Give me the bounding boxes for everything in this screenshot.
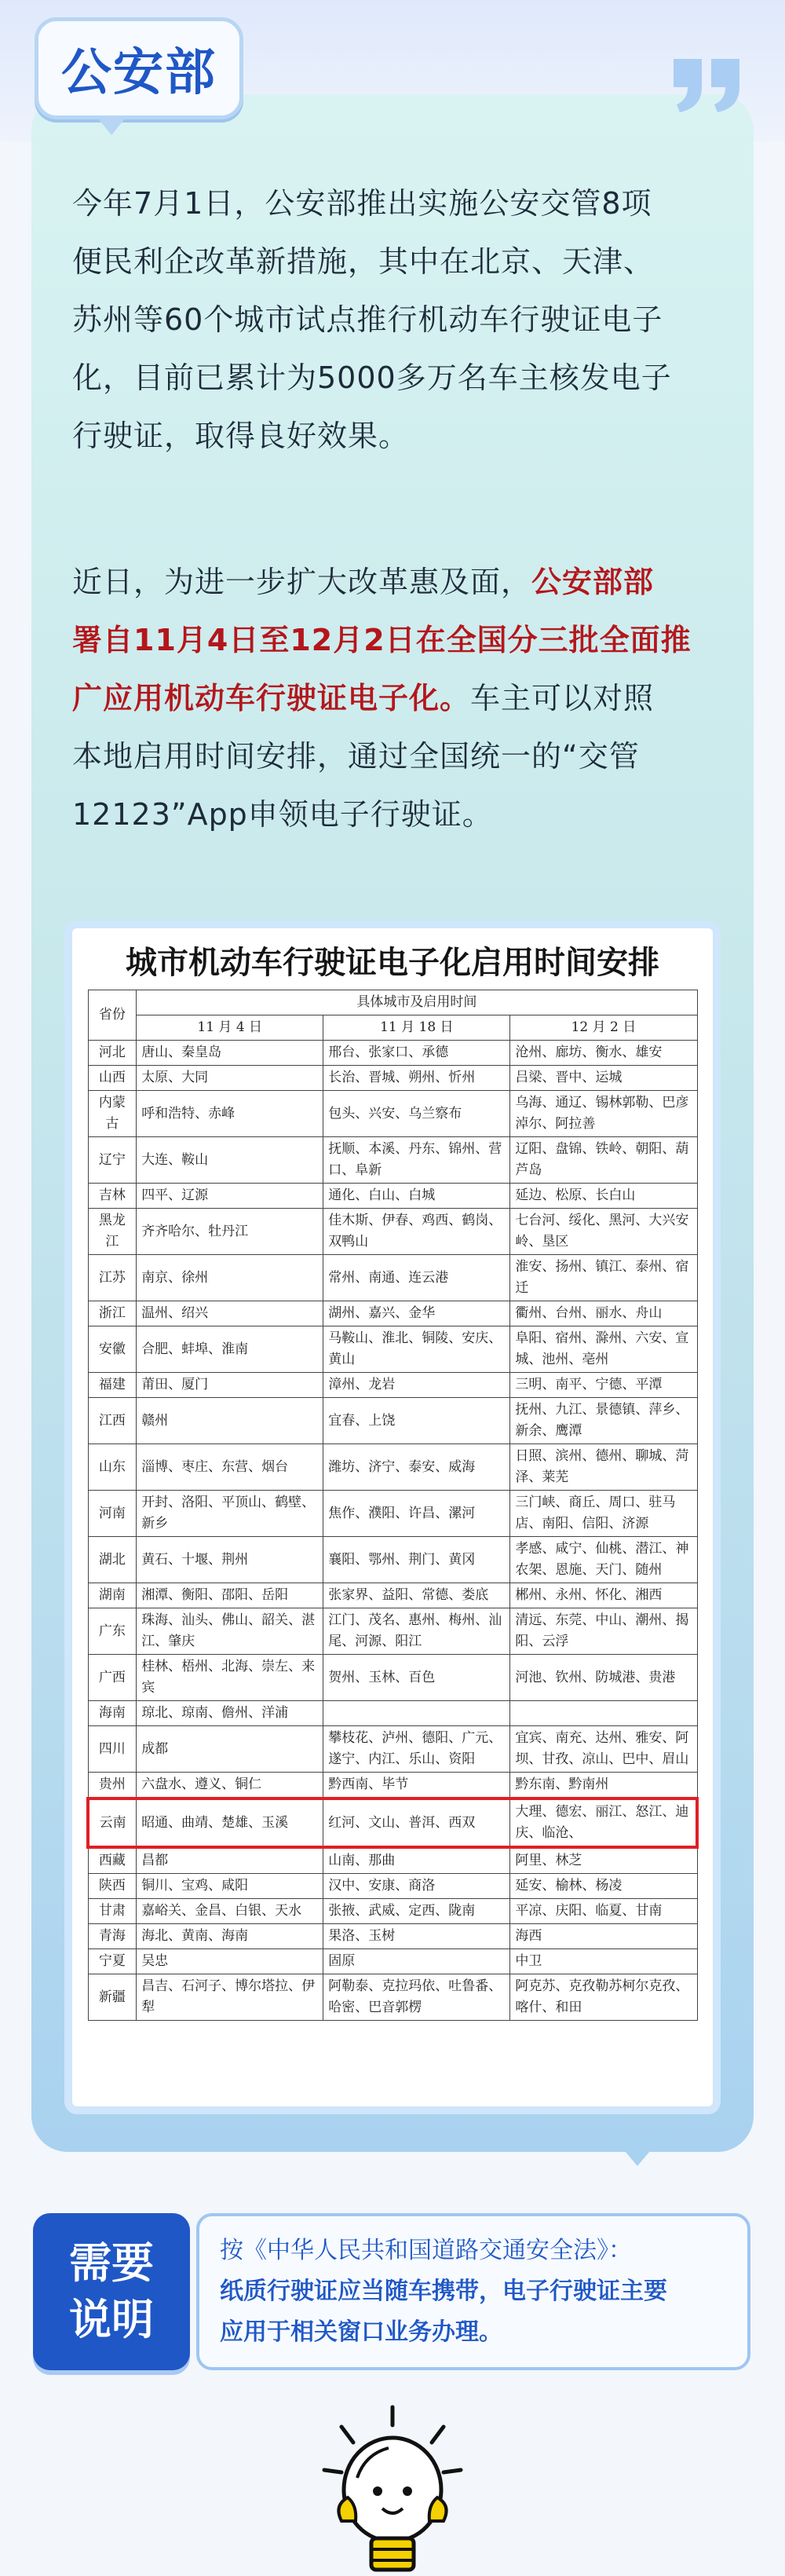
date2-cell: 漳州、龙岩 bbox=[323, 1373, 510, 1398]
date2-cell: 襄阳、鄂州、荆门、黄冈 bbox=[323, 1537, 510, 1583]
intro-line: 苏州等60个城市试点推行机动车行驶证电子 bbox=[72, 302, 663, 337]
table-row bbox=[88, 1066, 697, 1091]
date2-cell: 马鞍山、淮北、铜陵、安庆、黄山 bbox=[323, 1326, 510, 1373]
date1-cell: 嘉峪关、金昌、白银、天水 bbox=[137, 1899, 323, 1924]
date3-cell: 清远、东莞、中山、潮州、揭阳、云浮 bbox=[510, 1608, 697, 1655]
province-cell: 浙江 bbox=[88, 1301, 137, 1326]
date2-cell: 长治、晋城、朔州、忻州 bbox=[323, 1066, 510, 1091]
table-row bbox=[88, 1899, 697, 1924]
date1-cell: 开封、洛阳、平顶山、鹤壁、新乡 bbox=[137, 1491, 323, 1537]
province-cell: 甘肃 bbox=[88, 1899, 137, 1924]
date1-cell: 琼北、琼南、儋州、洋浦 bbox=[137, 1701, 323, 1726]
lightbulb-icon bbox=[310, 2403, 475, 2576]
date1-cell: 吴忠 bbox=[137, 1949, 323, 1974]
date1-cell: 太原、大同 bbox=[137, 1066, 323, 1091]
table-row bbox=[88, 1255, 697, 1301]
intro-line: 便民利企改革新措施，其中在北京、天津、 bbox=[72, 244, 655, 279]
date2-cell: 邢台、张家口、承德 bbox=[323, 1041, 510, 1066]
date1-cell: 温州、绍兴 bbox=[137, 1301, 323, 1326]
note-line-3: 应用于相关窗口业务办理。 bbox=[220, 2318, 502, 2346]
date2-cell: 红河、文山、普洱、西双 bbox=[323, 1798, 510, 1847]
note-badge bbox=[33, 2213, 190, 2370]
header-pointer bbox=[97, 118, 126, 135]
date3-cell: 衢州、台州、丽水、舟山 bbox=[510, 1301, 697, 1326]
date2-cell: 焦作、濮阳、许昌、漯河 bbox=[323, 1491, 510, 1537]
date3-cell: 辽阳、盘锦、铁岭、朝阳、葫芦岛 bbox=[510, 1137, 697, 1184]
section-header bbox=[35, 17, 243, 119]
date1-cell: 齐齐哈尔、牡丹江 bbox=[137, 1209, 323, 1255]
province-cell: 青海 bbox=[88, 1924, 137, 1949]
date1-cell: 赣州 bbox=[137, 1398, 323, 1444]
date3-cell: 孝感、咸宁、仙桃、潜江、神农架、恩施、天门、随州 bbox=[510, 1537, 697, 1583]
table-row bbox=[88, 1701, 697, 1726]
date3-cell: 海西 bbox=[510, 1924, 697, 1949]
table-row bbox=[88, 1924, 697, 1949]
date1-cell: 桂林、梧州、北海、崇左、来宾 bbox=[137, 1655, 323, 1701]
date3-cell: 淮安、扬州、镇江、泰州、宿迁 bbox=[510, 1255, 697, 1301]
date3-cell: 三门峡、商丘、周口、驻马店、南阳、信阳、济源 bbox=[510, 1491, 697, 1537]
date2-cell: 山南、那曲 bbox=[323, 1847, 510, 1874]
table-row bbox=[88, 1209, 697, 1255]
table-row bbox=[88, 1184, 697, 1209]
table-row bbox=[88, 1373, 697, 1398]
intro-line: 化，目前已累计为5000多万名车主核发电子 bbox=[72, 360, 672, 395]
date3-cell: 郴州、永州、怀化、湘西 bbox=[510, 1583, 697, 1608]
province-cell: 贵州 bbox=[88, 1773, 137, 1799]
announcement-line-1 bbox=[72, 553, 716, 611]
date1-cell: 大连、鞍山 bbox=[137, 1137, 323, 1184]
table-row bbox=[88, 1041, 697, 1066]
province-cell: 广西 bbox=[88, 1655, 137, 1701]
date2-cell: 抚顺、本溪、丹东、锦州、营口、阜新 bbox=[323, 1137, 510, 1184]
note-box bbox=[196, 2213, 750, 2370]
date2-cell: 湖州、嘉兴、金华 bbox=[323, 1301, 510, 1326]
date3-cell: 吕梁、晋中、运城 bbox=[510, 1066, 697, 1091]
province-cell: 山西 bbox=[88, 1066, 137, 1091]
province-cell: 江西 bbox=[88, 1398, 137, 1444]
date1-cell: 合肥、蚌埠、淮南 bbox=[137, 1326, 323, 1373]
table-row bbox=[88, 1583, 697, 1608]
table-row bbox=[88, 1091, 697, 1137]
date3-cell: 阜阳、宿州、滁州、六安、宣城、池州、亳州 bbox=[510, 1326, 697, 1373]
date1-cell: 六盘水、遵义、铜仁 bbox=[137, 1773, 323, 1799]
province-cell: 广东 bbox=[88, 1608, 137, 1655]
announcement-line-2: 署自11月4日至12月2日在全国分三批全面推 bbox=[72, 623, 692, 657]
header-date-1: 11 月 4 日 bbox=[137, 1015, 323, 1041]
date3-cell: 乌海、通辽、锡林郭勒、巴彦淖尔、阿拉善 bbox=[510, 1091, 697, 1137]
date2-cell: 宜春、上饶 bbox=[323, 1398, 510, 1444]
date2-cell: 黔西南、毕节 bbox=[323, 1773, 510, 1799]
note-line-1: 按《中华人民共和国道路交通安全法》： bbox=[220, 2237, 632, 2264]
province-cell: 湖北 bbox=[88, 1537, 137, 1583]
table-row bbox=[88, 1301, 697, 1326]
date1-cell: 黄石、十堰、荆州 bbox=[137, 1537, 323, 1583]
highlight-text: 公安部部 bbox=[531, 565, 655, 599]
province-cell: 宁夏 bbox=[88, 1949, 137, 1974]
header-date-2: 11 月 18 日 bbox=[323, 1015, 510, 1041]
date3-cell: 延安、榆林、杨凌 bbox=[510, 1874, 697, 1899]
province-cell: 福建 bbox=[88, 1373, 137, 1398]
province-cell: 陕西 bbox=[88, 1874, 137, 1899]
province-cell: 河南 bbox=[88, 1491, 137, 1537]
date3-cell: 沧州、廊坊、衡水、雄安 bbox=[510, 1041, 697, 1066]
announcement-line-4: 本地启用时间安排，通过全国统一的“交管 bbox=[72, 739, 640, 774]
province-cell: 内蒙古 bbox=[88, 1091, 137, 1137]
date2-cell: 江门、茂名、惠州、梅州、汕尾、河源、阳江 bbox=[323, 1608, 510, 1655]
date2-cell: 阿勒泰、克拉玛依、吐鲁番、哈密、巴音郭楞 bbox=[323, 1974, 510, 2021]
section-title: 公安部 bbox=[61, 44, 217, 102]
date2-cell: 张掖、武威、定西、陇南 bbox=[323, 1899, 510, 1924]
date3-cell: 河池、钦州、防城港、贵港 bbox=[510, 1655, 697, 1701]
date2-cell: 攀枝花、泸州、德阳、广元、遂宁、内江、乐山、资阳 bbox=[323, 1726, 510, 1773]
date2-cell: 佳木斯、伊春、鸡西、鹤岗、双鸭山 bbox=[323, 1209, 510, 1255]
province-cell: 湖南 bbox=[88, 1583, 137, 1608]
quote-icon bbox=[667, 59, 746, 114]
header-province: 省份 bbox=[88, 990, 137, 1041]
table-row bbox=[88, 1949, 697, 1974]
card-tail bbox=[612, 2136, 663, 2166]
date3-cell: 延边、松原、长白山 bbox=[510, 1184, 697, 1209]
table-row bbox=[88, 1798, 697, 1847]
date1-cell: 南京、徐州 bbox=[137, 1255, 323, 1301]
date2-cell: 果洛、玉树 bbox=[323, 1924, 510, 1949]
date2-cell: 包头、兴安、乌兰察布 bbox=[323, 1091, 510, 1137]
table-row bbox=[88, 1608, 697, 1655]
highlight-text: 广应用机动车行驶证电子化。 bbox=[72, 681, 471, 715]
date3-cell: 三明、南平、宁德、平潭 bbox=[510, 1373, 697, 1398]
badge-line-1: 需要 bbox=[69, 2238, 154, 2288]
date1-cell: 铜川、宝鸡、咸阳 bbox=[137, 1874, 323, 1899]
intro-paragraph bbox=[72, 174, 716, 465]
date3-cell: 宜宾、南充、达州、雅安、阿坝、甘孜、凉山、巴中、眉山 bbox=[510, 1726, 697, 1773]
announcement-line-3 bbox=[72, 669, 716, 727]
announcement-line-5: 12123”App申领电子行驶证。 bbox=[72, 797, 493, 832]
date2-cell: 通化、白山、白城 bbox=[323, 1184, 510, 1209]
date3-cell: 大理、德宏、丽江、怒江、迪庆、临沧、 bbox=[510, 1798, 697, 1847]
date3-cell: 阿克苏、克孜勒苏柯尔克孜、喀什、和田 bbox=[510, 1974, 697, 2021]
province-cell: 吉林 bbox=[88, 1184, 137, 1209]
note-line-2: 纸质行驶证应当随车携带，电子行驶证主要 bbox=[220, 2278, 667, 2305]
badge-line-2: 说明 bbox=[69, 2295, 154, 2344]
table-row bbox=[88, 1537, 697, 1583]
province-cell: 西藏 bbox=[88, 1847, 137, 1874]
date2-cell bbox=[323, 1701, 510, 1726]
date3-cell: 七台河、绥化、黑河、大兴安岭、垦区 bbox=[510, 1209, 697, 1255]
date2-cell: 张家界、益阳、常德、娄底 bbox=[323, 1583, 510, 1608]
province-cell: 四川 bbox=[88, 1726, 137, 1773]
province-cell: 山东 bbox=[88, 1444, 137, 1491]
province-cell: 辽宁 bbox=[88, 1137, 137, 1184]
date3-cell: 中卫 bbox=[510, 1949, 697, 1974]
date1-cell: 湘潭、衡阳、邵阳、岳阳 bbox=[137, 1583, 323, 1608]
date2-cell: 汉中、安康、商洛 bbox=[323, 1874, 510, 1899]
date1-cell: 昭通、曲靖、楚雄、玉溪 bbox=[137, 1798, 323, 1847]
header-group: 具体城市及启用时间 bbox=[137, 990, 697, 1015]
date3-cell bbox=[510, 1701, 697, 1726]
date1-cell: 昌吉、石河子、博尔塔拉、伊犁 bbox=[137, 1974, 323, 2021]
date1-cell: 海北、黄南、海南 bbox=[137, 1924, 323, 1949]
province-cell: 海南 bbox=[88, 1701, 137, 1726]
date1-cell: 淄博、枣庄、东营、烟台 bbox=[137, 1444, 323, 1491]
table-row bbox=[88, 1726, 697, 1773]
date1-cell: 唐山、秦皇岛 bbox=[137, 1041, 323, 1066]
table-row bbox=[88, 1444, 697, 1491]
date1-cell: 珠海、汕头、佛山、韶关、湛江、肇庆 bbox=[137, 1608, 323, 1655]
date1-cell: 四平、辽源 bbox=[137, 1184, 323, 1209]
plain-text: 近日，为进一步扩大改革惠及面， bbox=[72, 565, 532, 599]
date1-cell: 成都 bbox=[137, 1726, 323, 1773]
table-row bbox=[88, 1137, 697, 1184]
plain-text: 车主可以对照 bbox=[470, 681, 655, 715]
announcement-paragraph bbox=[72, 553, 716, 843]
table-row bbox=[88, 1655, 697, 1701]
table-row bbox=[88, 1326, 697, 1373]
date1-cell: 昌都 bbox=[137, 1847, 323, 1874]
table-row bbox=[88, 1773, 697, 1799]
province-cell: 新疆 bbox=[88, 1974, 137, 2021]
date3-cell: 平凉、庆阳、临夏、甘南 bbox=[510, 1899, 697, 1924]
intro-line: 行驶证，取得良好效果。 bbox=[72, 419, 410, 453]
province-cell: 云南 bbox=[88, 1798, 137, 1847]
header-date-3: 12 月 2 日 bbox=[510, 1015, 697, 1041]
date3-cell: 阿里、林芝 bbox=[510, 1847, 697, 1874]
table-row bbox=[88, 1974, 697, 2021]
date2-cell: 贺州、玉林、百色 bbox=[323, 1655, 510, 1701]
table-row bbox=[88, 1398, 697, 1444]
date2-cell: 常州、南通、连云港 bbox=[323, 1255, 510, 1301]
schedule-table-image bbox=[64, 920, 721, 2114]
table-row bbox=[88, 1847, 697, 1874]
province-cell: 江苏 bbox=[88, 1255, 137, 1301]
province-cell: 河北 bbox=[88, 1041, 137, 1066]
date2-cell: 固原 bbox=[323, 1949, 510, 1974]
date1-cell: 莆田、厦门 bbox=[137, 1373, 323, 1398]
province-cell: 安徽 bbox=[88, 1326, 137, 1373]
province-cell: 黑龙江 bbox=[88, 1209, 137, 1255]
date3-cell: 日照、滨州、德州、聊城、菏泽、莱芜 bbox=[510, 1444, 697, 1491]
table-title: 城市机动车行驶证电子化启用时间安排 bbox=[126, 944, 659, 981]
date1-cell: 呼和浩特、赤峰 bbox=[137, 1091, 323, 1137]
date3-cell: 抚州、九江、景德镇、萍乡、新余、鹰潭 bbox=[510, 1398, 697, 1444]
schedule-table bbox=[86, 990, 699, 2021]
table-row bbox=[88, 1874, 697, 1899]
table-row bbox=[88, 1491, 697, 1537]
table-body bbox=[88, 1041, 697, 2021]
intro-line: 今年7月1日，公安部推出实施公安交管8项 bbox=[72, 186, 652, 221]
date3-cell: 黔东南、黔南州 bbox=[510, 1773, 697, 1799]
date2-cell: 潍坊、济宁、泰安、威海 bbox=[323, 1444, 510, 1491]
